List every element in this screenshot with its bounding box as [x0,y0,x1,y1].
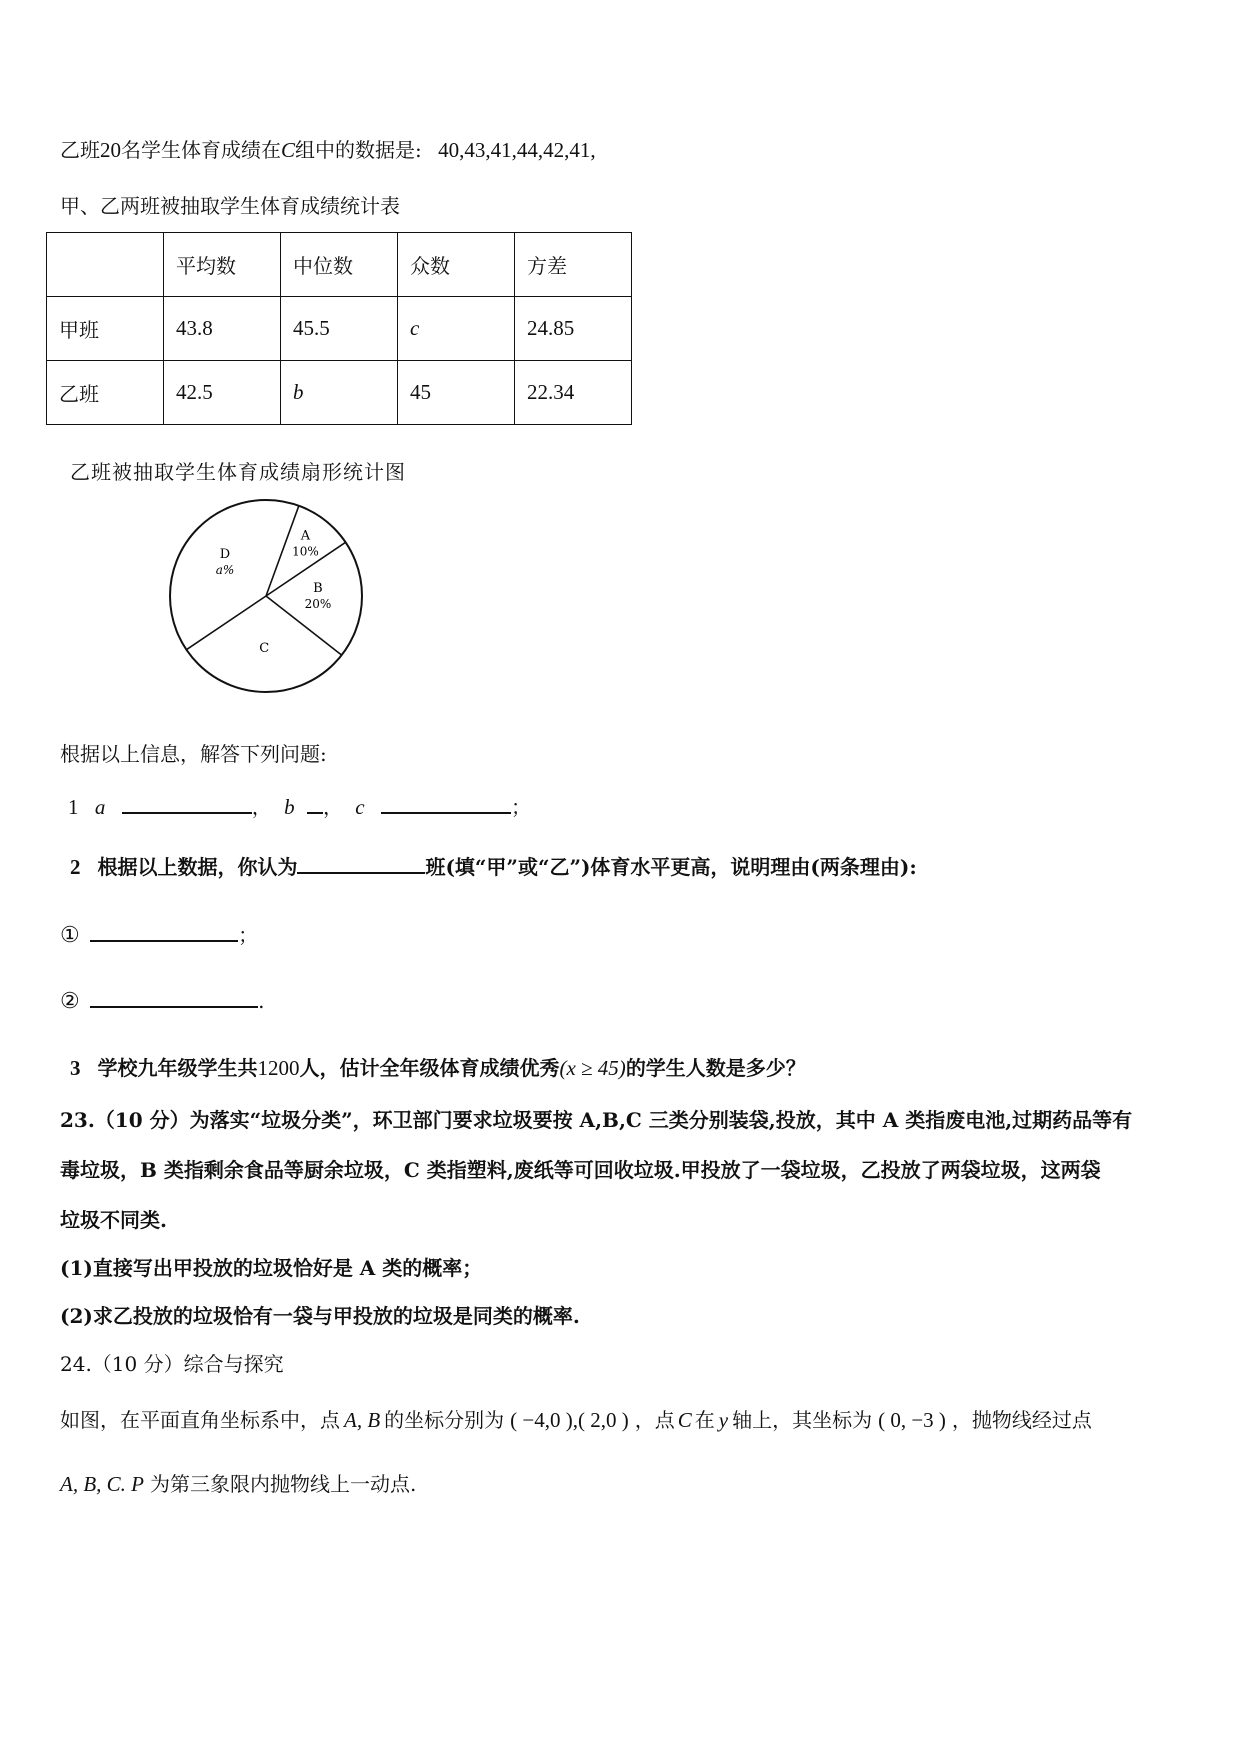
problem-23-question-2: (2)求乙投放的垃圾恰有一袋与甲投放的垃圾是同类的概率. [60,1304,580,1328]
q3-text1: 学校九年级学生共 [97,1056,258,1080]
question-2 [70,852,917,881]
table-title: 甲、乙两班被抽取学生体育成绩统计表 [60,194,400,218]
table-cell [47,233,164,297]
reason-1-end: ； [238,923,259,947]
reason-1 [60,920,258,950]
stats-table [46,232,632,425]
table-cell: 甲班 [47,297,164,361]
p24-text-d: 在 [694,1408,715,1432]
p24-text-a: 如图，在平面直角坐标系中，点 [60,1408,340,1432]
p24-text-b: 的坐标分别为 [384,1408,505,1432]
problem-24-heading: 24.（10 分）综合与探究 [60,1352,284,1376]
pie-slice-value-b: 20% [304,596,332,611]
q1-a: a [94,795,106,819]
q1-b-blank[interactable] [307,792,323,814]
table-cell: 43.8 [164,297,281,361]
pie-slice-value-a: 10% [292,544,319,559]
intro-middle: 名学生体育成绩在 [121,138,281,162]
q1-sep1: ， [251,795,272,819]
pie-chart-title: 乙班被抽取学生体育成绩扇形统计图 [70,460,406,484]
intro-suffix: 组中的数据是: [295,138,422,162]
reason-2-blank[interactable] [90,986,258,1008]
reason-2-end: . [258,989,265,1013]
q1-c: c [355,795,365,819]
pie-slice-value-d: a% [215,562,235,577]
table-cell: 方差 [515,233,632,297]
table-header-row [47,233,632,297]
q3-text2: 人，估计全年级体育成绩优秀 [299,1056,560,1080]
q2-text-after: 班(填“甲”或“乙”)体育水平更高，说明理由(两条理由): [425,855,917,879]
table-cell: 45 [398,361,515,425]
p24-text-c: ，点 [634,1408,675,1432]
q2-text-before: 根据以上数据，你认为 [97,855,298,879]
q1-end: ； [510,795,531,819]
answer-intro: 根据以上信息，解答下列问题: [60,742,327,766]
intro-values: 40,43,41,44,42,41, [438,138,596,162]
question-3 [70,1054,806,1082]
pie-slice-label-d: D [219,546,231,562]
problem-24-line-2 [60,1470,416,1498]
reason-1-mark: ① [60,923,80,948]
table-cell: 24.85 [515,297,632,361]
table-cell: 22.34 [515,361,632,425]
q3-condition: (x ≥ 45) [559,1056,626,1080]
q3-text3: 的学生人数是多少？ [625,1056,806,1080]
pie-chart [166,496,366,696]
q1-sep2: ， [322,795,343,819]
reason-2 [60,986,264,1016]
p24-text-e: 轴上，其坐标为 [732,1408,873,1432]
p24-y-axis: y [718,1408,729,1432]
p24-line2-text: 为第三象限内抛物线上一动点. [150,1472,417,1496]
table-cell: 乙班 [47,361,164,425]
problem-23-line-3: 垃圾不同类. [60,1208,167,1232]
p24-points-abcp: A, B, C. P [60,1472,144,1496]
table-row [47,361,632,425]
q3-count: 1200 [257,1056,300,1080]
question-1 [68,792,531,821]
p24-points-ab: A, B [344,1408,381,1432]
p24-coord-c: ( 0, −3 ) [878,1408,946,1432]
q2-blank[interactable] [297,852,425,874]
q1-a-blank[interactable] [122,792,252,814]
q1-b: b [284,795,295,819]
intro-line [60,136,596,164]
intro-prefix: 乙班 [60,138,100,162]
q3-number: 3 [70,1056,81,1080]
problem-23-line-1: 23.（10 分）为落实“垃圾分类”，环卫部门要求垃圾要按 A,B,C 三类分别装袋,投放，其中 A 类指废电池,过期药品等有 [60,1108,1133,1132]
table-cell: b [281,361,398,425]
table-cell: 42.5 [164,361,281,425]
table-cell: 45.5 [281,297,398,361]
pie-slice-label-b: B [313,580,323,596]
pie-slice-label-c: C [259,640,270,656]
reason-1-blank[interactable] [90,920,238,942]
p24-coords-ab: ( −4,0 ),( 2,0 ) [510,1408,629,1432]
table-cell: 中位数 [281,233,398,297]
pie-slice-boundary-d [186,596,266,650]
table-cell: 众数 [398,233,515,297]
table-cell: 平均数 [164,233,281,297]
q1-number: 1 [68,795,79,819]
q2-number: 2 [70,855,81,879]
pie-slice-label-a: A [300,528,311,544]
intro-count: 20 [100,138,121,162]
reason-2-mark: ② [60,989,80,1014]
problem-23-line-2: 毒垃圾，B 类指剩余食品等厨余垃圾，C 类指塑料,废纸等可回收垃圾.甲投放了一袋垃圾，乙投放了两袋垃圾，这两袋 [60,1158,1101,1182]
table-cell: c [398,297,515,361]
table-row [47,297,632,361]
q1-c-blank[interactable] [381,792,511,814]
p24-point-c: C [677,1408,692,1432]
intro-group: C [281,138,296,162]
problem-23-question-1: (1)直接写出甲投放的垃圾恰好是 A 类的概率； [60,1256,483,1280]
problem-24-line-1 [60,1406,1092,1434]
p24-text-f: ，抛物线经过点 [951,1408,1092,1432]
